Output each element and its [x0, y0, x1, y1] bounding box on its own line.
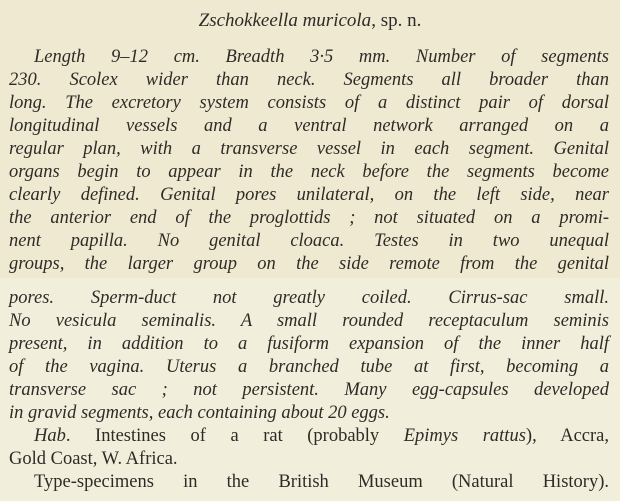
- description-paragraph-part2: [9, 287, 609, 494]
- text-line: Length 9–12 cm. Breadth 3·5 mm. Number of segments: [34, 47, 609, 67]
- species-heading: [0, 9, 620, 33]
- text-line: regular plan, with a transverse vessel in each segment. Genital: [9, 139, 609, 159]
- description-paragraph-part1: [9, 46, 609, 276]
- text-line: organs begin to appear in the neck before the segments become: [9, 162, 609, 182]
- text-line: present, in addition to a fusiform expansion of the inner half: [9, 334, 609, 354]
- habitat-text: . Intestines of a rat (probably: [65, 426, 404, 446]
- text-line: long. The excretory system consists of a distinct pair of dorsal: [9, 93, 609, 113]
- habitat-locality: ), Accra,: [525, 426, 609, 446]
- habitat-label: Hab: [34, 426, 66, 446]
- text-line: of the vagina. Uterus a branched tube at first, becoming a: [9, 357, 609, 377]
- text-line: longitudinal vessels and a ventral network arranged on a: [9, 116, 609, 136]
- text-line: clearly defined. Genital pores unilateral, on the left side, near: [9, 185, 609, 205]
- text-line: pores. Sperm-duct not greatly coiled. Cirrus-sac small.: [9, 288, 609, 308]
- species-name: Zschokkeella muricola: [198, 10, 372, 31]
- text-line: the anterior end of the proglottids ; not situated on a promi-: [9, 208, 609, 228]
- host-species: Epimys rattus: [403, 426, 526, 446]
- habitat-line-2: Gold Coast, W. Africa.: [9, 449, 178, 469]
- text-line: in gravid segments, each containing about 20 eggs.: [9, 403, 390, 423]
- text-line: No vesicula seminalis. A small rounded receptaculum seminis: [9, 311, 609, 331]
- text-line: transverse sac ; not persistent. Many egg-capsules developed: [9, 380, 609, 400]
- text-line: nent papilla. No genital cloaca. Testes in two unequal: [9, 231, 609, 251]
- text-line: 230. Scolex wider than neck. Segments all broader than: [9, 70, 609, 90]
- text-line: groups, the larger group on the side remote from the genital: [9, 254, 609, 274]
- type-specimens-line: Type-specimens in the British Museum (Natural History).: [34, 472, 609, 492]
- species-note: , sp. n.: [371, 10, 422, 31]
- habitat-line: [9, 425, 609, 448]
